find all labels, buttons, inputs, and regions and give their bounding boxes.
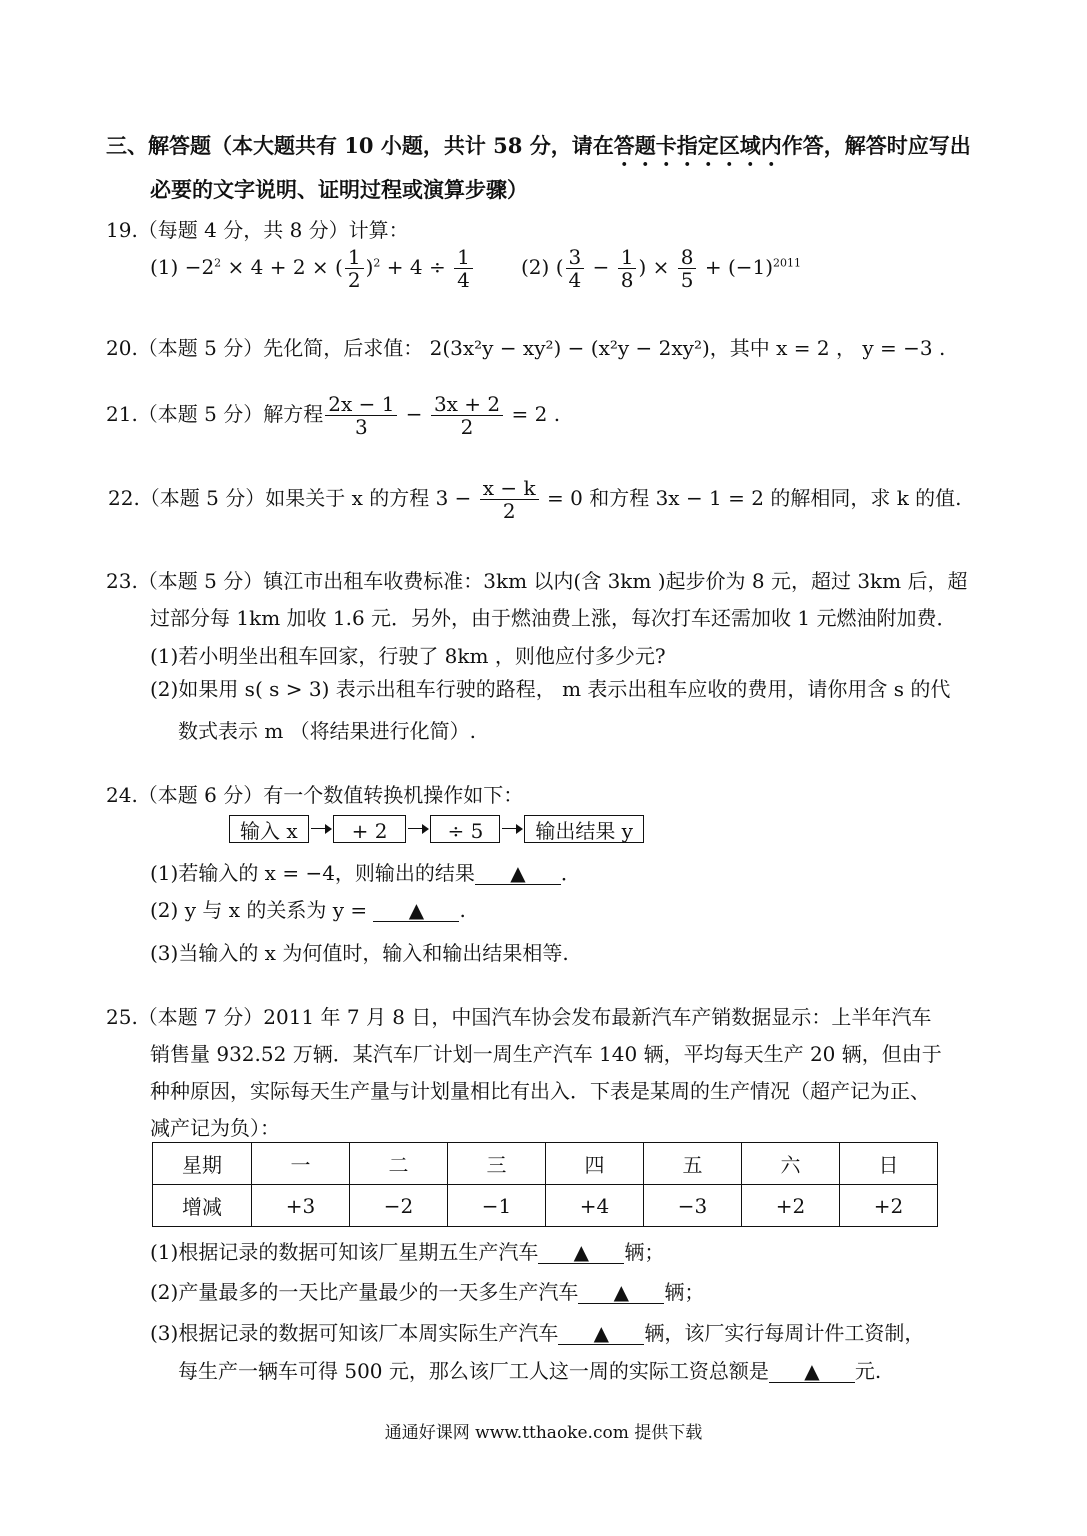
- table-cell: −1: [448, 1185, 546, 1227]
- q21: 21.（本题 5 分）解方程 $\frac{2x - 1}{3}$ − $\frac{3x + 2}{2}$ = 2 .: [106, 392, 561, 439]
- answer-blank: [475, 862, 561, 885]
- table-cell: 日: [840, 1143, 938, 1185]
- fraction: $\frac{8}{5}$: [678, 246, 697, 291]
- q24-part3: (3)当输入的 x 为何值时，输入和输出结果相等.: [150, 941, 569, 965]
- q25-part3-cont: 每生产一辆车可得 500 元，那么该厂工人这一周的实际工资总额是 ▲ 元.: [178, 1359, 882, 1383]
- fraction: $\frac{2x - 1}{3}$: [325, 393, 397, 438]
- q24-part1: (1)若输入的 x = −4，则输出的结果 ▲ ．: [150, 861, 581, 885]
- fraction: $\frac{3x + 2}{2}$: [431, 393, 503, 438]
- q25-part1: (1)根据记录的数据可知该厂星期五生产汽车 ▲ 辆；: [150, 1240, 665, 1264]
- q19-stem: 19.（每题 4 分，共 8 分）计算：: [106, 218, 409, 242]
- fraction: $\frac{3}{4}$: [566, 246, 585, 291]
- table-cell: +4: [546, 1185, 644, 1227]
- table-cell: 四: [546, 1143, 644, 1185]
- q23-part2-cont: 数式表示 m （将结果进行化简）.: [178, 719, 477, 743]
- q23-part1: (1)若小明坐出租车回家，行驶了 8km ，则他应付多少元?: [150, 644, 666, 668]
- add-box: + 2: [333, 815, 407, 843]
- q25-part3: (3)根据记录的数据可知该厂本周实际生产汽车 ▲ 辆，该厂实行每周计件工资制，: [150, 1321, 925, 1345]
- q24-stem: 24.（本题 6 分）有一个数值转换机操作如下：: [106, 783, 524, 807]
- conversion-machine-diagram: [229, 815, 644, 843]
- answer-blank: [769, 1360, 855, 1383]
- production-table: [152, 1142, 938, 1227]
- table-cell: 三: [448, 1143, 546, 1185]
- q19-part2: (2) ( $\frac{3}{4}$ − $\frac{1}{8}$ ) × $\frac{8}{5}$ + $(-1)^{2011}$: [521, 245, 802, 292]
- q24-part2: (2) y 与 x 的关系为 y = ▲ .: [150, 898, 466, 922]
- table-cell: 一: [252, 1143, 350, 1185]
- q23-line1: 23.（本题 5 分）镇江市出租车收费标准：3km 以内(含 3km )起步价为 8 元，超过 3km 后，超: [106, 569, 968, 593]
- table-row: [153, 1185, 938, 1227]
- table-row: [153, 1143, 938, 1185]
- triangle-marker: ▲: [573, 1240, 590, 1264]
- triangle-marker: ▲: [408, 898, 425, 922]
- q19-part1: $(1) -2^2 \times 4 + 2$ × ( $\frac{1}{2}$ )$^2$ + 4 ÷ $\frac{1}{4}$: [150, 246, 475, 291]
- input-box: 输入 x: [229, 815, 309, 843]
- q22: 22.（本题 5 分）如果关于 x 的方程 3 − $\frac{x - k}{2}$ = 0 和方程 3x − 1 = 2 的解相同，求 k 的值.: [108, 476, 962, 523]
- table-cell: −3: [644, 1185, 742, 1227]
- answer-blank: [373, 899, 459, 922]
- q25-line4: 减产记为负）：: [150, 1116, 280, 1140]
- q20: 20.（本题 5 分）先化简，后求值： 2(3x²y − xy²) − (x²y − 2xy²)，其中 x = 2 ， y = −3 .: [106, 336, 946, 360]
- q25-line2: 销售量 932.52 万辆．某汽车厂计划一周生产汽车 140 辆，平均每天生产 20 辆，但由于: [150, 1042, 942, 1066]
- q23-line2: 过部分每 1km 加收 1.6 元．另外，由于燃油费上涨，每次打车还需加收 1 元燃油附加费．: [150, 606, 957, 630]
- fraction: $\frac{1}{2}$: [345, 246, 364, 291]
- table-cell: +2: [742, 1185, 840, 1227]
- table-header-cell: 增减: [153, 1185, 252, 1227]
- arrow-right-icon: [309, 822, 333, 836]
- fraction: $\frac{1}{8}$: [618, 246, 637, 291]
- q25-line3: 种种原因，实际每天生产量与计划量相比有出入．下表是某周的生产情况（超产记为正、: [150, 1079, 930, 1103]
- table-header-cell: 星期: [153, 1143, 252, 1185]
- table-cell: −2: [350, 1185, 448, 1227]
- table-cell: 二: [350, 1143, 448, 1185]
- fraction: $\frac{x - k}{2}$: [480, 477, 539, 522]
- heading-text-a: 三、解答题（本大题共有 10 小题，共计 58 分，请在: [106, 133, 614, 158]
- answer-blank: [558, 1322, 644, 1345]
- divide-box: ÷ 5: [430, 815, 500, 843]
- triangle-marker: ▲: [613, 1280, 630, 1304]
- section-heading: [106, 133, 971, 171]
- triangle-marker: ▲: [510, 861, 526, 885]
- triangle-marker: ▲: [804, 1359, 820, 1383]
- fraction: $\frac{1}{4}$: [454, 246, 473, 291]
- q25-part2: (2)产量最多的一天比产量最少的一天多生产汽车 ▲ 辆；: [150, 1280, 705, 1304]
- table-cell: +3: [252, 1185, 350, 1227]
- table-cell: 六: [742, 1143, 840, 1185]
- answer-blank: [578, 1281, 664, 1304]
- section-heading-line2: 必要的文字说明、证明过程或演算步骤）: [150, 177, 528, 202]
- q23-part2: (2)如果用 s( s > 3) 表示出租车行驶的路程， m 表示出租车应收的费用，请你用含 s 的代: [150, 677, 951, 701]
- heading-text-b: 作答，解答时应写出: [781, 133, 971, 158]
- table-cell: 五: [644, 1143, 742, 1185]
- triangle-marker: ▲: [593, 1321, 610, 1345]
- footer-source: 通通好课网 www.tthaoke.com 提供下载: [384, 1423, 703, 1443]
- q25-line1: 25.（本题 7 分）2011 年 7 月 8 日，中国汽车协会发布最新汽车产销数据显示：上半年汽车: [106, 1005, 932, 1029]
- arrow-right-icon: [500, 822, 524, 836]
- heading-emphasis: 答题卡指定区域内: [613, 133, 782, 158]
- answer-blank: [538, 1241, 624, 1264]
- arrow-right-icon: [406, 822, 430, 836]
- output-box: 输出结果 y: [524, 815, 644, 843]
- table-cell: +2: [840, 1185, 938, 1227]
